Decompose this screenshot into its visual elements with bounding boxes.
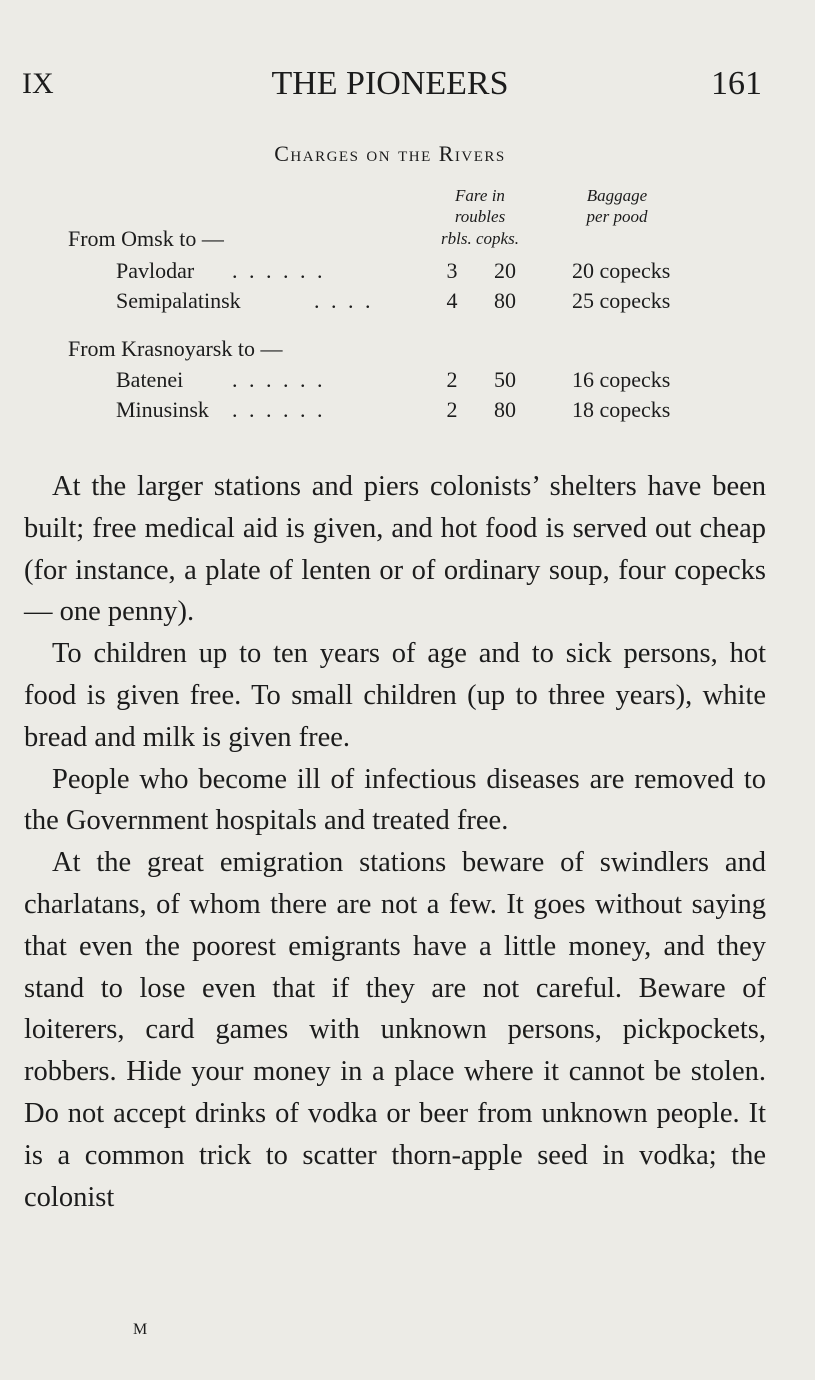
fare-units-header: rbls. copks. — [441, 229, 519, 248]
baggage-rate: 18 copecks — [572, 397, 671, 422]
baggage-header-line2: per pood — [586, 207, 648, 226]
signature-mark: M — [133, 1321, 148, 1338]
chapter-number: IX — [22, 67, 54, 100]
paragraph: At the larger stations and piers colonists’ shelters have been built; free medical aid is given, and hot food is served out cheap (for instance, a plate of lenten or of ordinary soup, four copecks — one penny). — [24, 471, 766, 628]
baggage-rate: 20 copecks — [572, 258, 671, 283]
fare-copecks: 20 — [494, 258, 516, 283]
fare-roubles: 4 — [446, 288, 458, 313]
body-text — [24, 466, 766, 1218]
table-title: Charges on the Rivers — [274, 141, 506, 166]
fare-copecks: 50 — [494, 367, 516, 392]
group-label-krasnoyarsk: From Krasnoyarsk to — — [68, 336, 283, 361]
destination-pavlodar: Pavlodar — [116, 258, 195, 283]
baggage-rate: 16 copecks — [572, 367, 671, 392]
fare-copecks: 80 — [494, 288, 516, 313]
baggage-header-line1: Baggage — [586, 186, 648, 205]
destination-batenei: Batenei — [116, 367, 184, 392]
group-label-omsk: From Omsk to — — [68, 226, 224, 251]
paragraph: At the great emigration stations beware of swindlers and charlatans, of whom there are not a few. It goes without saying that even the poorest emigrants have a little money, and they stand to lose even that if they are not careful. Beware of loiterers, card games with unknown persons, pickpockets, robbers. Hide your money in a place where it cannot be stolen. Do not accept drinks of vodka or beer from unknown people. It is a common trick to scatter thorn-apple seed in vodka; the colonist — [24, 847, 766, 1213]
page-number: 161 — [711, 65, 762, 102]
fare-column-header — [405, 185, 555, 227]
fare-roubles: 3 — [446, 258, 458, 283]
fare-header-line1: Fare in — [455, 186, 505, 205]
leader-dots: . . . . . . — [232, 258, 326, 283]
leader-dots: . . . . . . — [232, 367, 326, 392]
destination-minusinsk: Minusinsk — [116, 397, 209, 422]
paragraph: To children up to ten years of age and to sick persons, hot food is given free. To small children (up to three years), white bread and milk is given free. — [24, 638, 766, 753]
baggage-column-header — [562, 185, 672, 227]
fare-header-line2: roubles — [454, 207, 506, 226]
running-head-title: THE PIONEERS — [271, 65, 509, 102]
baggage-rate: 25 copecks — [572, 288, 671, 313]
leader-dots: . . . . — [314, 288, 374, 313]
leader-dots: . . . . . . — [232, 397, 326, 422]
destination-semipalatinsk: Semipalatinsk — [116, 288, 241, 313]
fare-copecks: 80 — [494, 397, 516, 422]
paragraph: People who become ill of infectious diseases are removed to the Government hospitals and treated free. — [24, 763, 766, 837]
fare-roubles: 2 — [446, 367, 458, 392]
fare-roubles: 2 — [446, 397, 458, 422]
